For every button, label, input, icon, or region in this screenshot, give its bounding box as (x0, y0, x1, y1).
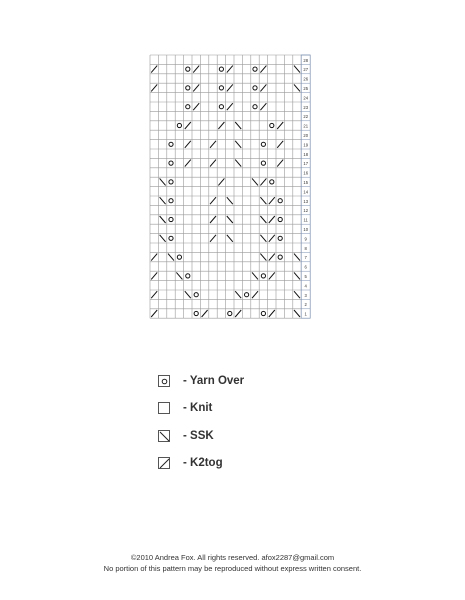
knit-icon (158, 402, 170, 414)
yarn-over-symbol (278, 236, 282, 240)
k2tog-symbol (260, 66, 266, 73)
row-number: 27 (303, 67, 309, 73)
ssk-symbol (160, 235, 166, 242)
row-number: 16 (303, 170, 309, 176)
yarn-over-symbol (194, 311, 198, 315)
row-number: 23 (303, 104, 309, 110)
row-number: 1 (304, 311, 307, 317)
legend-label-ssk: - SSK (183, 430, 214, 442)
ssk-symbol (294, 291, 300, 298)
k2tog-symbol (269, 310, 275, 317)
ssk-symbol (294, 254, 300, 261)
k2tog-symbol (185, 122, 191, 129)
row-number: 5 (304, 273, 307, 279)
yarn-over-symbol (278, 255, 282, 259)
row-number: 19 (303, 142, 309, 148)
k2tog-symbol (260, 103, 266, 110)
row-number: 21 (303, 123, 309, 129)
k2tog-symbol (210, 235, 216, 242)
legend-item-k2tog (158, 455, 223, 471)
k2tog-symbol (260, 84, 266, 91)
ssk-symbol (160, 197, 166, 204)
k2tog-symbol (227, 103, 233, 110)
yarn-over-symbol (169, 161, 173, 165)
yarn-over-symbol (270, 180, 274, 184)
legend-item-knit (158, 400, 212, 416)
yarn-over-symbol (261, 142, 265, 146)
yarn-over-symbol (270, 123, 274, 127)
row-number: 13 (303, 198, 309, 204)
ssk-symbol (185, 291, 191, 298)
yarn-over-symbol (186, 67, 190, 71)
k2tog-symbol (202, 310, 208, 317)
k2tog-symbol (193, 84, 199, 91)
row-number: 26 (303, 76, 309, 82)
yarn-over-symbol (169, 142, 173, 146)
row-number: 25 (303, 85, 309, 91)
yarn-over-symbol (228, 311, 232, 315)
row-number: 6 (304, 264, 307, 270)
k2tog-symbol (235, 310, 241, 317)
ssk-symbol (160, 216, 166, 223)
yarn-over-symbol (169, 180, 173, 184)
ssk-symbol (235, 160, 241, 167)
ssk-symbol (176, 272, 182, 279)
k2tog-symbol (269, 197, 275, 204)
k2tog-symbol (269, 272, 275, 279)
k2tog-symbol (277, 141, 283, 148)
yarn-over-symbol (219, 105, 223, 109)
yarn-over-symbol (261, 274, 265, 278)
k2tog-symbol (193, 103, 199, 110)
k2tog-symbol (218, 178, 224, 185)
ssk-symbol (227, 216, 233, 223)
k2tog-symbol (193, 66, 199, 73)
k2tog-symbol (151, 254, 157, 261)
ssk-symbol (294, 84, 300, 91)
row-number: 3 (304, 292, 307, 298)
row-number: 2 (304, 302, 307, 308)
ssk-symbol (260, 197, 266, 204)
row-number: 18 (303, 151, 309, 157)
yarn-over-symbol (253, 86, 257, 90)
ssk-icon (158, 430, 170, 442)
yarn-over-symbol (169, 217, 173, 221)
yarn-over-symbol (253, 105, 257, 109)
row-number: 7 (304, 255, 307, 261)
row-number: 15 (303, 179, 309, 185)
yarn-over-symbol (219, 67, 223, 71)
yarn-over-symbol (177, 123, 181, 127)
ssk-symbol (294, 66, 300, 73)
yarn-over-symbol (253, 67, 257, 71)
ssk-symbol (260, 216, 266, 223)
k2tog-symbol (210, 160, 216, 167)
row-number: 11 (303, 217, 308, 223)
k2tog-symbol (151, 272, 157, 279)
ssk-symbol (168, 254, 174, 261)
row-number: 24 (303, 95, 309, 101)
yarn-over-symbol (261, 161, 265, 165)
k2tog-symbol (218, 122, 224, 129)
row-number: 28 (303, 57, 309, 63)
k2tog-symbol (185, 141, 191, 148)
yarn-over-symbol (177, 255, 181, 259)
row-number: 12 (303, 208, 309, 214)
k2tog-symbol (260, 178, 266, 185)
legend-label-yarn-over: - Yarn Over (183, 375, 245, 387)
ssk-symbol (294, 310, 300, 317)
ssk-symbol (235, 122, 241, 129)
yarn-over-symbol (169, 199, 173, 203)
row-number: 8 (304, 245, 307, 251)
yarn-over-symbol (219, 86, 223, 90)
row-number: 4 (304, 283, 307, 289)
row-number: 20 (303, 132, 309, 138)
legend-item-yarn-over (158, 373, 244, 389)
ssk-symbol (227, 235, 233, 242)
k2tog-symbol (151, 291, 157, 298)
k2tog-symbol (210, 197, 216, 204)
yarn-over-symbol (245, 293, 249, 297)
k2tog-symbol (227, 66, 233, 73)
legend-label-k2tog: - K2tog (183, 457, 223, 469)
k2tog-symbol (151, 84, 157, 91)
ssk-symbol (160, 178, 166, 185)
copyright-line: ©2010 Andrea Fox. All rights reserved. afox2287@gmail.com (130, 553, 335, 562)
reproduction-notice: No portion of this pattern may be reproduced without express written consent. (103, 564, 362, 573)
k2tog-symbol (151, 310, 157, 317)
row-number: 17 (303, 161, 309, 167)
k2tog-symbol (210, 216, 216, 223)
yarn-over-symbol (278, 199, 282, 203)
row-number: 14 (303, 189, 309, 195)
yarn-over-symbol (186, 86, 190, 90)
yarn-over-symbol (194, 293, 198, 297)
ssk-symbol (235, 291, 241, 298)
k2tog-symbol (252, 291, 258, 298)
row-number: 9 (304, 236, 307, 242)
ssk-symbol (235, 141, 241, 148)
yarn-over-symbol (278, 217, 282, 221)
ssk-symbol (252, 178, 258, 185)
yarn-over-icon (158, 375, 170, 387)
k2tog-symbol (269, 254, 275, 261)
k2tog-symbol (227, 84, 233, 91)
row-number: 10 (303, 226, 309, 232)
row-number: 22 (303, 114, 309, 120)
ssk-symbol (227, 197, 233, 204)
legend-label-knit: - Knit (183, 402, 213, 414)
ssk-symbol (294, 272, 300, 279)
k2tog-symbol (151, 66, 157, 73)
ssk-symbol (252, 272, 258, 279)
k2tog-symbol (185, 160, 191, 167)
ssk-symbol (260, 254, 266, 261)
yarn-over-symbol (186, 274, 190, 278)
k2tog-symbol (277, 122, 283, 129)
k2tog-icon (158, 457, 170, 469)
legend-item-ssk (158, 428, 214, 444)
yarn-over-symbol (261, 311, 265, 315)
k2tog-symbol (210, 141, 216, 148)
yarn-over-symbol (186, 105, 190, 109)
k2tog-symbol (269, 235, 275, 242)
yarn-over-symbol (169, 236, 173, 240)
ssk-symbol (260, 235, 266, 242)
k2tog-symbol (269, 216, 275, 223)
k2tog-symbol (277, 160, 283, 167)
